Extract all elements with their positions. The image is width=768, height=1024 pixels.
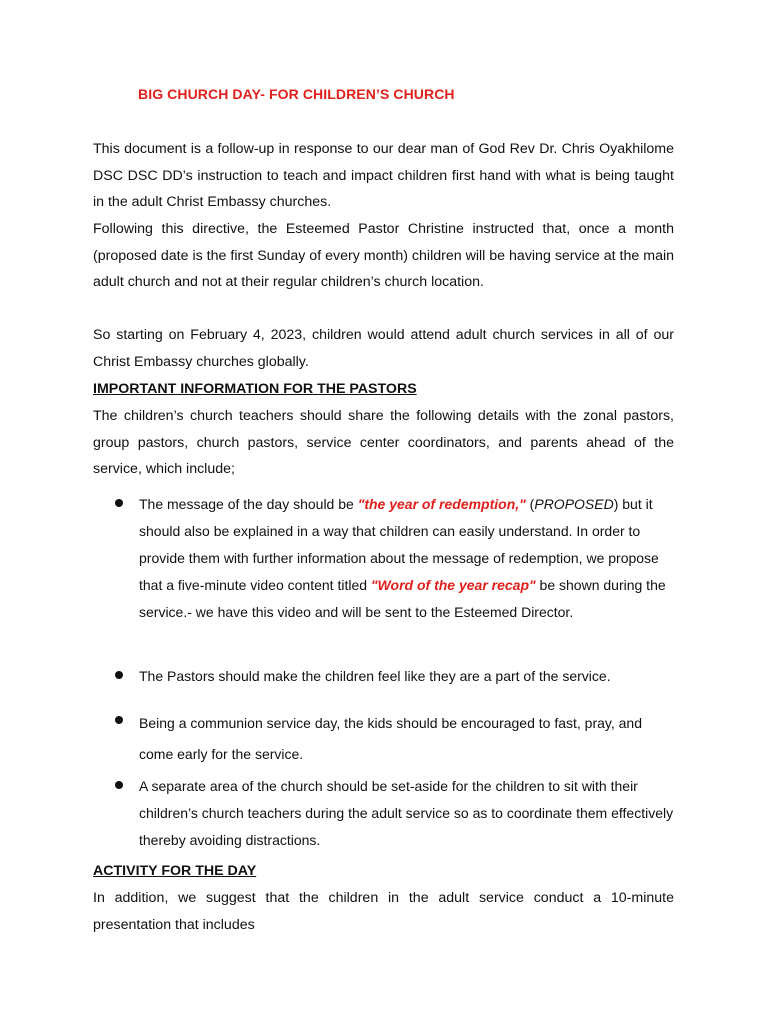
activity-paragraph: In addition, we suggest that the children in the adult service conduct a 10-minute presentation that includes <box>93 890 674 933</box>
bullet-4-text: A separate area of the church should be set-aside for the children to sit with their children’s church teachers during the adult service so as to coordinate them effectively thereby avoiding distractions. <box>139 778 674 848</box>
bullet-2-text: The Pastors should make the children feel like they are a part of the service. <box>139 668 611 684</box>
activity-heading: ACTIVITY FOR THE DAY <box>93 863 257 879</box>
bullet-3-text: Being a communion service day, the kids should be encouraged to fast, pray, and come early for the service. <box>139 715 643 762</box>
bullet-1-text-d: be shown during the service.- we have this video and will be sent to the Esteemed Director. <box>139 577 666 620</box>
bullet-1-text-b: ( <box>525 496 535 512</box>
document-title: BIG CHURCH DAY- FOR CHILDREN’S CHURCH <box>138 86 455 102</box>
bullet-dot-icon <box>115 671 123 679</box>
bullet-1-text-a: The message of the day should be <box>139 496 358 512</box>
pastors-info-paragraph: The children’s church teachers should share the following details with the zonal pastors, group pastors, church pastors, service center coordinators, and parents ahead of the service, which include; <box>93 408 674 477</box>
bullet-1-text-c: ) but it should also be explained in a way that children can easily understand. In order to provide them with further information about the message of redemption, we propose that a five-minute video content titled <box>139 496 659 593</box>
directive-paragraph: Following this directive, the Esteemed Pastor Christine instructed that, once a month (proposed date is the first Sunday of every month) children will be having service at the main adult church and not at their regular children’s church location. <box>93 221 674 290</box>
year-of-redemption-highlight: "the year of redemption," <box>357 496 526 512</box>
start-date-paragraph: So starting on February 4, 2023, children would attend adult church services in all of our Christ Embassy churches globally. <box>93 327 674 370</box>
bullet-item-message <box>139 491 679 626</box>
bullet-dot-icon <box>115 781 123 789</box>
proposed-label: PROPOSED <box>534 496 614 512</box>
bullet-dot-icon <box>115 499 123 507</box>
pastors-info-heading: IMPORTANT INFORMATION FOR THE PASTORS <box>93 381 417 397</box>
word-of-year-recap-highlight: "Word of the year recap" <box>370 577 536 593</box>
bullet-item-participation <box>139 663 679 690</box>
bullet-item-communion <box>139 708 679 770</box>
bullet-dot-icon <box>115 716 123 724</box>
bullet-item-seating <box>139 773 679 854</box>
intro-paragraph: This document is a follow-up in response to our dear man of God Rev Dr. Chris Oyakhilome DSC DSC DD’s instruction to teach and impact children first hand with what is being taught in the adult Christ Embassy churches. <box>93 141 674 210</box>
